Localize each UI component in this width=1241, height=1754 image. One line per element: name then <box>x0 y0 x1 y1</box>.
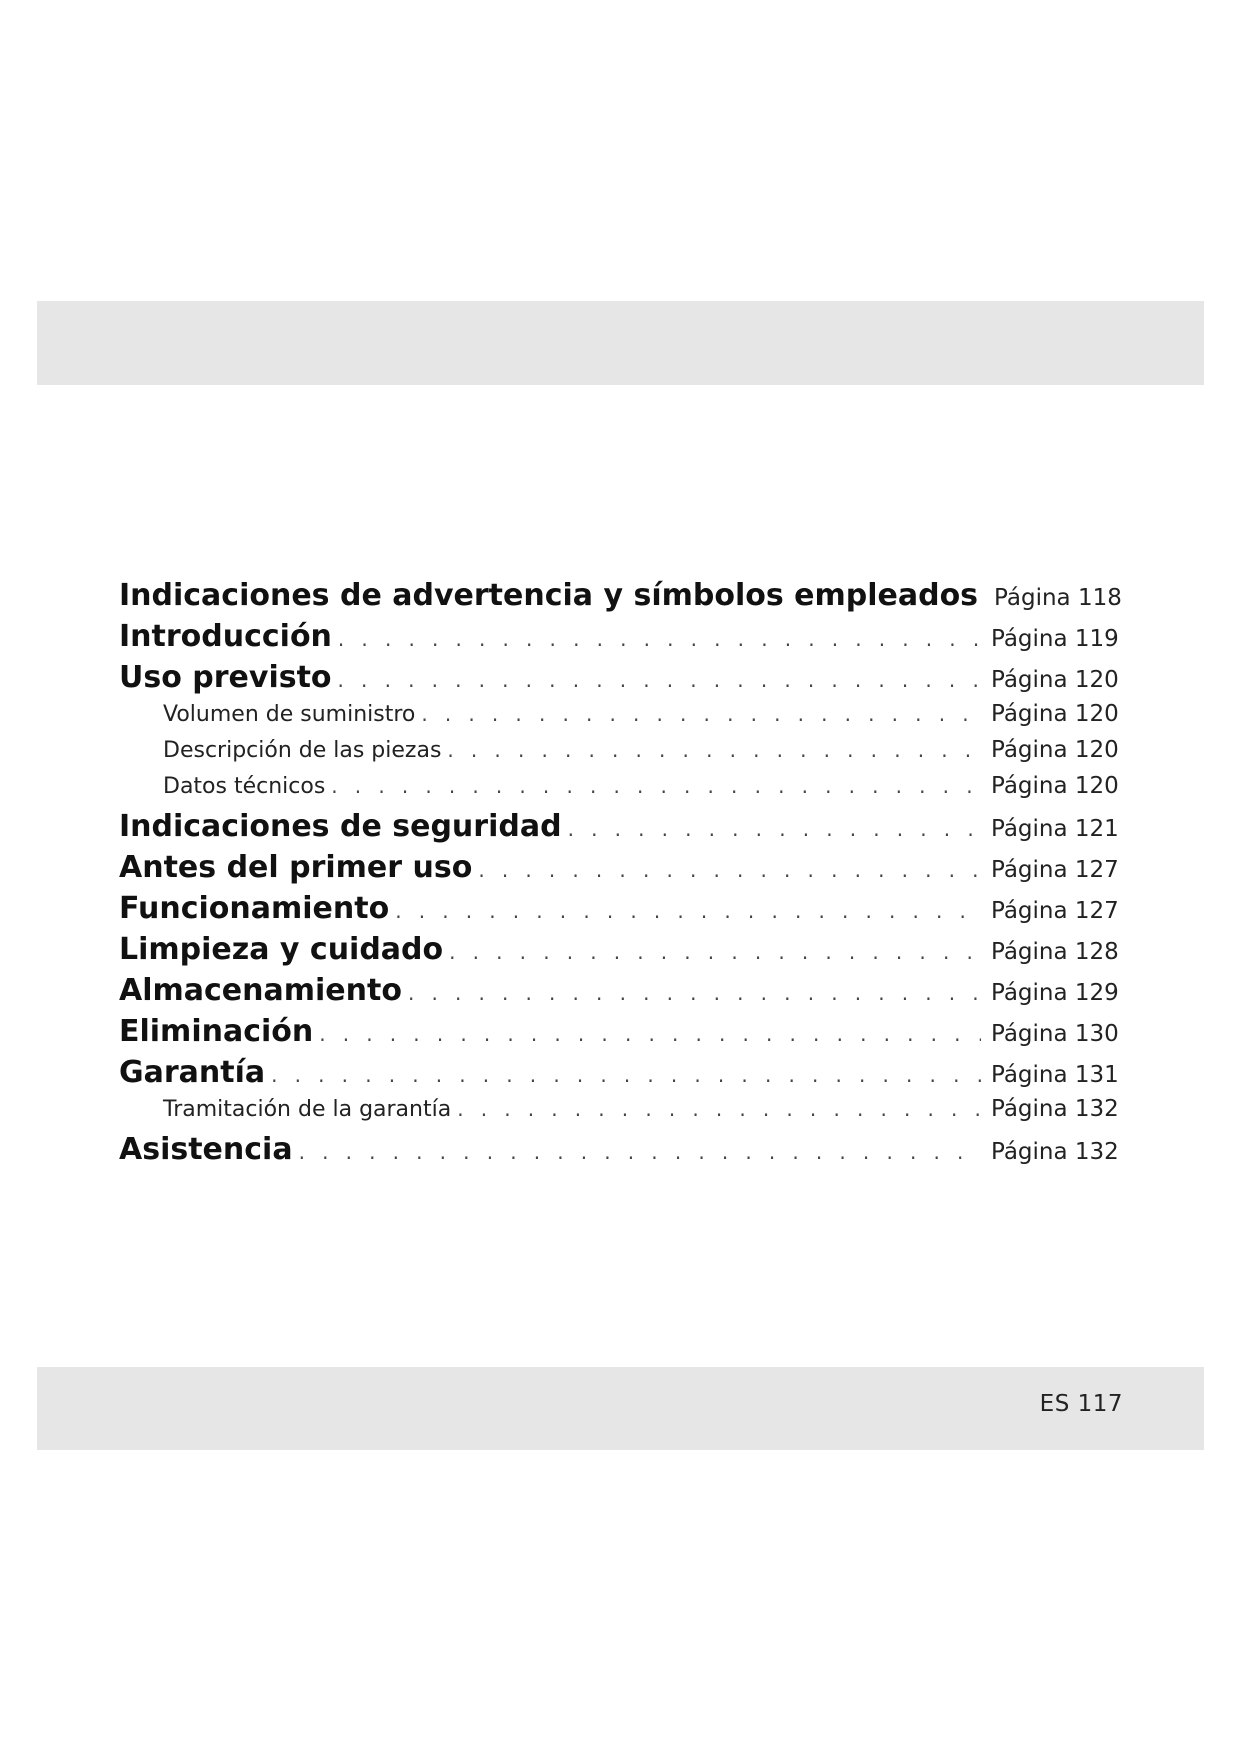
toc-entry-title: Indicaciones de advertencia y símbolos empleados <box>119 578 979 613</box>
toc-leader-dots <box>395 899 981 923</box>
toc-entry-warnings[interactable] <box>119 578 1122 619</box>
toc-entry-page: Página 129 <box>991 980 1119 1006</box>
toc-leader-dots <box>338 668 981 692</box>
toc-entry-scope-of-delivery[interactable] <box>119 701 1119 737</box>
toc-entry-safety[interactable] <box>119 809 1119 850</box>
toc-leader-dots <box>449 940 981 964</box>
toc-entry-page: Página 118 <box>994 585 1122 611</box>
toc-entry-title: Uso previsto <box>119 660 332 695</box>
toc-entry-page: Página 119 <box>991 626 1119 652</box>
toc-entry-title: Eliminación <box>119 1014 314 1049</box>
toc-leader-dots <box>568 817 981 841</box>
toc-entry-cleaning[interactable] <box>119 932 1119 973</box>
footer-band <box>37 1367 1204 1450</box>
toc-entry-title: Tramitación de la garantía <box>163 1097 452 1122</box>
header-band <box>37 301 1204 385</box>
toc-entry-service[interactable] <box>119 1132 1119 1173</box>
toc-leader-dots <box>447 738 981 762</box>
toc-entry-page: Página 120 <box>991 773 1119 799</box>
toc-entry-page: Página 120 <box>991 701 1119 727</box>
toc-entry-page: Página 131 <box>991 1062 1119 1088</box>
toc-entry-page: Página 127 <box>991 898 1119 924</box>
toc-entry-title: Descripción de las piezas <box>163 738 442 763</box>
toc-entry-page: Página 120 <box>991 667 1119 693</box>
toc-entry-title: Limpieza y cuidado <box>119 932 444 967</box>
toc-entry-intended-use[interactable] <box>119 660 1119 701</box>
toc-leader-dots <box>331 774 981 798</box>
toc-entry-page: Página 121 <box>991 816 1119 842</box>
toc-entry-page: Página 132 <box>991 1096 1119 1122</box>
toc-entry-disposal[interactable] <box>119 1014 1119 1055</box>
toc-entry-operation[interactable] <box>119 891 1119 932</box>
toc-leader-dots <box>319 1022 981 1046</box>
toc-entry-before-first-use[interactable] <box>119 850 1119 891</box>
toc-entry-title: Antes del primer uso <box>119 850 473 885</box>
toc-entry-page: Página 120 <box>991 737 1119 763</box>
page-number: ES 117 <box>1039 1391 1123 1417</box>
toc-entry-title: Volumen de suministro <box>163 702 416 727</box>
toc-entry-technical-data[interactable] <box>119 773 1119 809</box>
toc-entry-warranty-processing[interactable] <box>119 1096 1119 1132</box>
toc-entry-page: Página 127 <box>991 857 1119 883</box>
toc-entry-page: Página 130 <box>991 1021 1119 1047</box>
toc-entry-title: Garantía <box>119 1055 266 1090</box>
toc-leader-dots <box>421 702 981 726</box>
toc-leader-dots <box>408 981 981 1005</box>
toc-entry-parts-description[interactable] <box>119 737 1119 773</box>
toc-entry-warranty[interactable] <box>119 1055 1119 1096</box>
toc-entry-storage[interactable] <box>119 973 1119 1014</box>
toc-entry-title: Almacenamiento <box>119 973 402 1008</box>
table-of-contents <box>119 578 1122 1173</box>
toc-leader-dots <box>338 627 981 651</box>
toc-entry-title: Funcionamiento <box>119 891 390 926</box>
toc-entry-title: Asistencia <box>119 1132 293 1167</box>
toc-entry-title: Indicaciones de seguridad <box>119 809 562 844</box>
toc-leader-dots <box>299 1140 981 1164</box>
toc-entry-title: Datos técnicos <box>163 774 326 799</box>
toc-entry-page: Página 132 <box>991 1139 1119 1165</box>
toc-entry-page: Página 128 <box>991 939 1119 965</box>
toc-leader-dots <box>478 858 981 882</box>
toc-leader-dots <box>271 1063 981 1087</box>
toc-leader-dots <box>457 1097 981 1121</box>
toc-entry-introduction[interactable] <box>119 619 1119 660</box>
toc-entry-title: Introducción <box>119 619 332 654</box>
